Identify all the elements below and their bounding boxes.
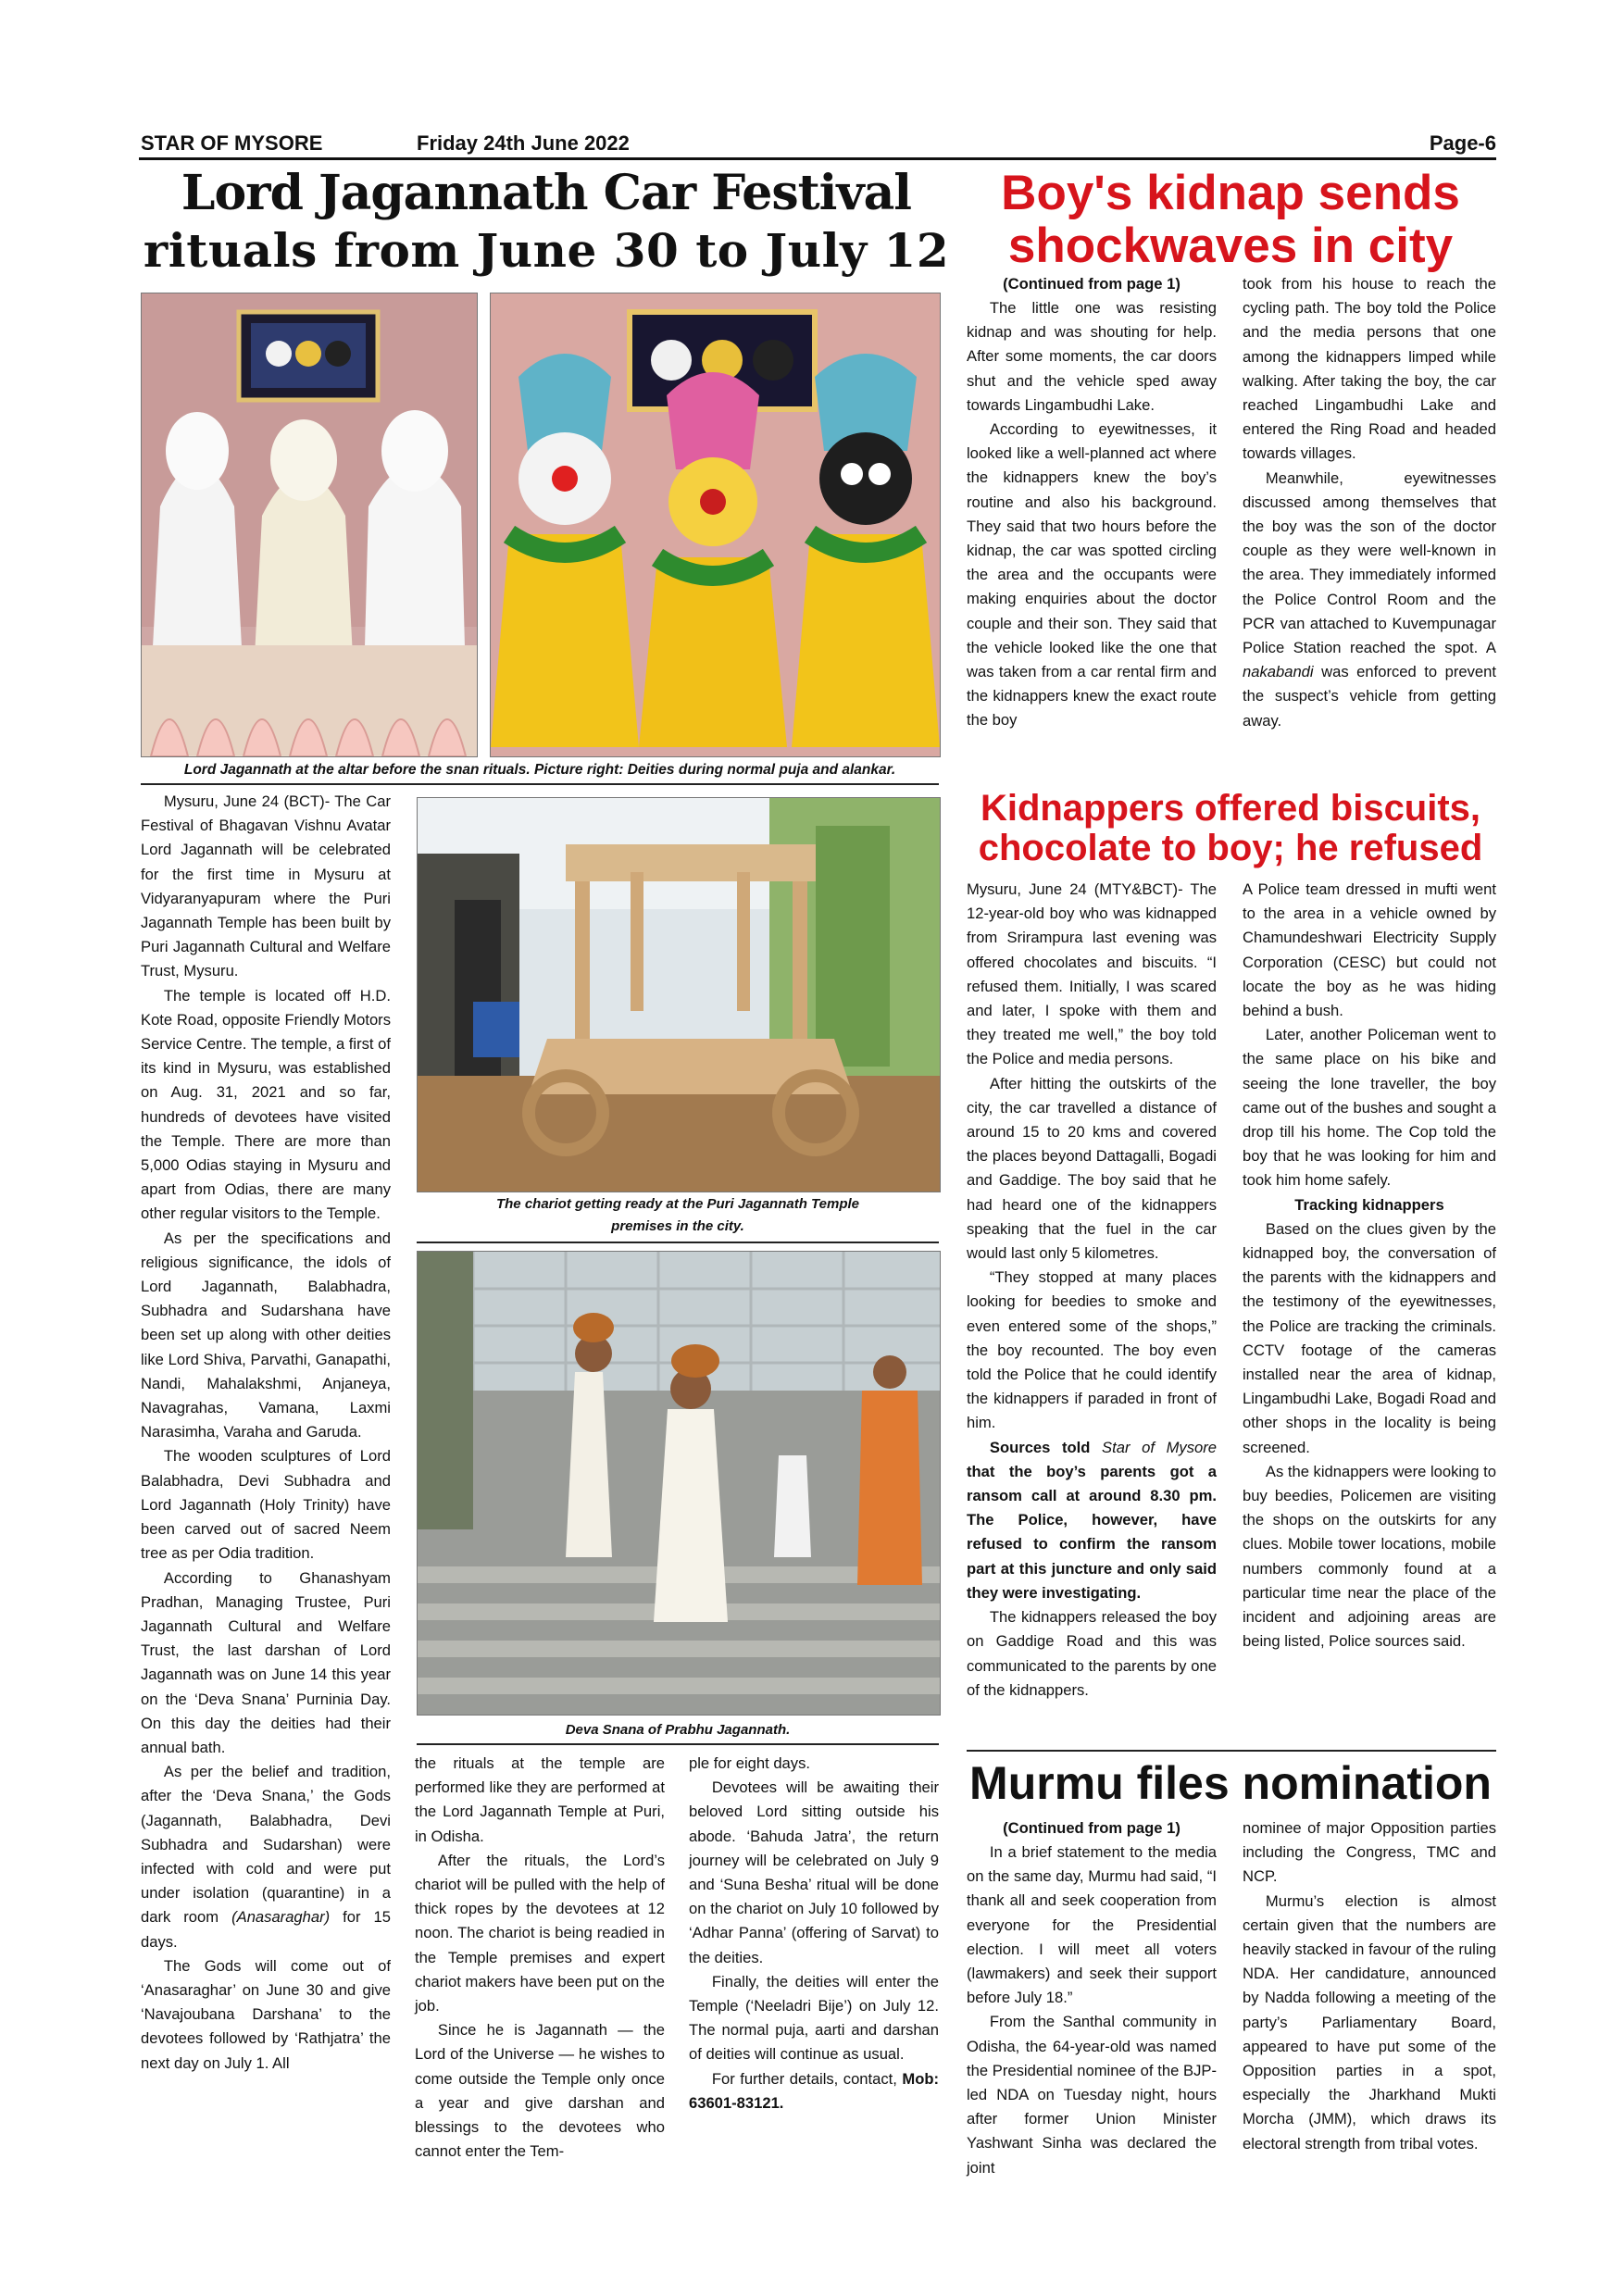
- kidnap-para-2: According to eyewitnesses, it looked like a well-planned act where the kidnappers knew the boy’s routine and also his background. They said that two hours before the kidnap, the car was spotted circling the area and the occupants were making enquiries about the doctor couple and their son. They said that the vehicle looked like the one that was taken from a car rental firm and the kidnappers knew the exact route the boy: [967, 420, 1217, 730]
- jagannath-contact: For further details, contact, Mob: 63601-83121.: [689, 2069, 939, 2112]
- kidnap-headline-line-1: Boy's kidnap sends: [1001, 166, 1460, 220]
- photo-deva-snana: [417, 1251, 941, 1716]
- photo-chariot-image: [418, 798, 940, 1192]
- kidnap-col2-para-2: Meanwhile, eyewitnesses discussed among themselves that the boy was the son of the doctor couple as they were well-known in the area. They immediately informed the Police Control Room and the PCR van attached to Kuvempunagar Police Station reached the spot. A nakabandi was enforced to prevent the suspect’s vehicle from getting away.: [1243, 468, 1496, 730]
- photo-chariot-caption: [417, 1193, 939, 1238]
- jagannath-column-2: [415, 1752, 665, 2164]
- jagannath-para-3: As per the specifications and religious significance, the idols of Lord Jagannath, Balabhadra, Subhadra and Sudarshana have been set up along with other deities like Lord Shiva, Parvathi, Ganapathi, Nandi, Mahalakshmi, Anjaneya, Navagrahas, Vamana, Laxmi Narasimha, Varaha and Garuda.: [141, 1229, 391, 1441]
- publication-name: STAR OF MYSORE: [141, 131, 323, 155]
- biscuits-column-2: [1243, 878, 1496, 1654]
- jagannath-headline: [139, 165, 954, 280]
- biscuits-headline-line-1: Kidnappers offered biscuits,: [980, 788, 1481, 829]
- photo-chariot-caption-line-1: The chariot getting ready at the Puri Jagannath Temple: [495, 1196, 859, 1212]
- biscuits-headline-line-2: chocolate to boy; he refused: [978, 828, 1483, 869]
- jagannath-column-1: [141, 790, 391, 2197]
- contact-mobile: Mob: 63601-83121.: [689, 2069, 939, 2112]
- kidnap-column-1: [967, 272, 1217, 733]
- biscuits-col2-para-3: Based on the clues given by the kidnapped boy, the conversation of the parents with the kidnappers and the testimony of the eyewitnesses, the Police are tracking the criminals. CCTV footage of the cameras installed near the area of kidnap, Lingambudhi Lake, Bogadi Road and other shops in the locality is being screened.: [1243, 1219, 1496, 1456]
- biscuits-col2-para-2: Later, another Policeman went to the same place on his bike and seeing the lone traveller, the boy came out of the bushes and sought a drop till his home. The Cop told the boy that he was looking for him and took him home safely.: [1243, 1026, 1496, 1190]
- photo-deities-alankar: [490, 293, 941, 757]
- photo-snana-caption: Deva Snana of Prabhu Jagannath.: [565, 1722, 791, 1738]
- photo-chariot: [417, 797, 941, 1192]
- murmu-para-2: From the Santhal community in Odisha, the 64-year-old was named the Presidential nominee of the BJP-led NDA on Tuesday night, hours after former Union Minister Yashwant Sinha was declared the joint: [967, 2013, 1217, 2177]
- biscuits-para-3: “They stopped at many places looking for beedies to smoke and even entered some of the shops,” the boy recounted. The boy even told the Police that he could identify the kidnappers if paraded in front of him.: [967, 1268, 1217, 1432]
- biscuits-col2-para-4: As the kidnappers were looking to buy beedies, Policemen are visiting the shops on the outskirts for any clues. Mobile tower locations, mobile numbers commonly found at a particular time near the place of the incident and adjoining areas are being listed, Police sources said.: [1243, 1462, 1496, 1651]
- biscuits-column-1: [967, 878, 1217, 1703]
- jagannath-para-1: Mysuru, June 24 (BCT)- The Car Festival of Bhagavan Vishnu Avatar Lord Jagannath will be celebrated for the first time in Mysuru at Vidyaranyapuram where the Puri Jagannath Temple has been built by Puri Jagannath Cultural and Welfare Trust, Mysuru.: [141, 792, 391, 980]
- jagannath-para-7: The Gods will come out of ‘Anasaraghar’ on June 30 and give ‘Navajoubana Darshana’ to the devotees followed by ‘Rathjatra’ the next day on July 1. All: [141, 1956, 391, 2072]
- jagannath-column-3: [689, 1752, 939, 2115]
- murmu-top-rule: [967, 1750, 1496, 1752]
- jagannath-col3-para-1: ple for eight days.: [689, 1754, 810, 1772]
- biscuits-para-1: Mysuru, June 24 (MTY&BCT)- The 12-year-old boy who was kidnapped from Srirampura last evening was offered chocolates and biscuits. “I refused them. Initially, I was scared and later, I spoke with them and they treated me well,” the boy told the Police and media persons.: [967, 880, 1217, 1068]
- jagannath-para-5: According to Ghanashyam Pradhan, Managing Trustee, Puri Jagannath Cultural and Welfare Trust, the last darshan of Lord Jagannath was on June 14 this year on the ‘Deva Snana’ Purninia Day. On this day the deities had their annual bath.: [141, 1568, 391, 1756]
- issue-date: Friday 24th June 2022: [417, 131, 630, 155]
- masthead-rule: [139, 157, 1496, 160]
- caption-rule: [141, 783, 939, 785]
- biscuits-para-5: The kidnappers released the boy on Gaddige Road and this was communicated to the parents by one of the kidnappers.: [967, 1608, 1217, 1699]
- murmu-headline-wrap: [963, 1755, 1498, 1811]
- photo-deities-alankar-image: [491, 293, 940, 756]
- murmu-column-1: [967, 1816, 1217, 2180]
- murmu-column-2: [1243, 1816, 1496, 2156]
- jagannath-headline-line-2: rituals from June 30 to July 12: [143, 223, 950, 278]
- kidnap-headline: [963, 167, 1498, 272]
- biscuits-headline: [963, 789, 1498, 868]
- page-number: Page-6: [1429, 131, 1496, 155]
- biscuits-para-4: Sources told Star of Mysore that the boy’s parents got a ransom call at around 8.30 pm. The Police, however, have refused to confirm the ransom part at this juncture and only said they were investigating.: [967, 1438, 1217, 1602]
- jagannath-headline-line-1: Lord Jagannath Car Festival: [181, 165, 912, 221]
- kidnap-para-1: The little one was resisting kidnap and was shouting for help. After some moments, the car doors shut and the vehicle sped away towards Lingambudhi Lake.: [967, 299, 1217, 414]
- murmu-col2-para-1: nominee of major Opposition parties including the Congress, TMC and NCP.: [1243, 1819, 1496, 1886]
- photo-chariot-caption-line-2: premises in the city.: [611, 1218, 744, 1234]
- biscuits-subhead: Tracking kidnappers: [1294, 1195, 1444, 1214]
- chariot-caption-rule: [417, 1242, 939, 1243]
- biscuits-col2-para-1: A Police team dressed in mufti went to the area in a vehicle owned by Chamundeshwari Electricity Supply Corporation (CESC) but could not locate the boy as he was hiding behind a bush.: [1243, 880, 1496, 1020]
- murmu-headline: Murmu files nomination: [969, 1757, 1492, 1809]
- murmu-continued: (Continued from page 1): [1003, 1819, 1181, 1837]
- kidnap-continued: (Continued from page 1): [1003, 275, 1181, 293]
- jagannath-col3-para-2: Devotees will be awaiting their beloved Lord sitting outside his abode. ‘Bahuda Jatra’, the return journey will be celebrated on July 9 and ‘Suna Besha’ ritual will be done on the chariot on July 10 followed by ‘Adhar Panna’ (offering of Sarvat) to the deities.: [689, 1778, 939, 1966]
- jagannath-para-4: The wooden sculptures of Lord Balabhadra, Devi Subhadra and Lord Jagannath (Holy Trinity) have been carved out of sacred Neem tree as per Odia tradition.: [141, 1447, 391, 1563]
- kidnap-column-2: [1243, 272, 1496, 733]
- photo-deities-snan: [141, 293, 478, 757]
- murmu-para-1: In a brief statement to the media on the same day, Murmu had said, “I thank all and seek cooperation from everyone for the Presidential election. I will meet all voters (lawmakers) and seek their support before July 18.”: [967, 1843, 1217, 2007]
- jagannath-para-2: The temple is located off H.D. Kote Road, opposite Friendly Motors Service Centre. The temple, a first of its kind in Mysuru, was established on Aug. 31, 2021 and so far, hundreds of devotees have visited the Temple. There are more than 5,000 Odias staying in Mysuru and apart from Odias, there are many other regular visitors to the Temple.: [141, 986, 391, 1223]
- photo-top-caption: Lord Jagannath at the altar before the snan rituals. Picture right: Deities during normal puja and alankar.: [183, 762, 896, 778]
- jagannath-col3-para-3: Finally, the deities will enter the Temple (‘Neeladri Bije’) on July 12. The normal puja, aarti and darshan of deities will continue as usual.: [689, 1972, 939, 2064]
- jagannath-col2-para-1: the rituals at the temple are performed like they are performed at the Lord Jagannath Temple at Puri, in Odisha.: [415, 1754, 665, 1845]
- jagannath-col2-para-3: Since he is Jagannath — the Lord of the Universe — he wishes to come outside the Temple only once a year and give darshan and blessings to the devotees who cannot enter the Tem-: [415, 2021, 665, 2161]
- photo-deva-snana-image: [418, 1252, 940, 1715]
- kidnap-col2-para-1: took from his house to reach the cycling path. The boy told the Police and the media persons that one among the kidnappers limped while walking. After taking the boy, the car reached Lingambudhi Lake and entered the Ring Road and headed towards villages.: [1243, 275, 1496, 463]
- masthead: [139, 128, 1496, 157]
- snana-caption-rule: [417, 1743, 939, 1745]
- jagannath-para-6: As per the belief and tradition, after the ‘Deva Snana,’ the Gods (Jagannath, Balabhadra, Devi Subhadra and Sudarshan) were infected with cold and were put under isolation (quarantine) in a dark room (Anasaraghar) for 15 days.: [141, 1763, 391, 1951]
- jagannath-col2-para-2: After the rituals, the Lord’s chariot will be pulled with the help of thick ropes by the devotees at 12 noon. The chariot is being readied in the Temple premises and expert chariot makers have been put on the job.: [415, 1851, 665, 2015]
- kidnap-headline-line-2: shockwaves in city: [1007, 218, 1454, 274]
- biscuits-para-2: After hitting the outskirts of the city, the car travelled a distance of around 15 to 20 kms and covered the places beyond Dattagalli, Bogadi and Gaddige. The boy said that he had heard one of the kidnappers speaking that the fuel in the car would last only 5 kilometres.: [967, 1074, 1217, 1263]
- photo-deities-snan-image: [142, 293, 477, 756]
- murmu-col2-para-2: Murmu’s election is almost certain given that the numbers are heavily stacked in favour of the ruling NDA. Her candidature, announced by Nadda following a meeting of the party’s Parliamentary Board, appeared to have put some of the Opposition parties in a spot, especially the Jharkhand Mukti Morcha (JMM), which draws its electoral strength from tribal votes.: [1243, 1891, 1496, 2152]
